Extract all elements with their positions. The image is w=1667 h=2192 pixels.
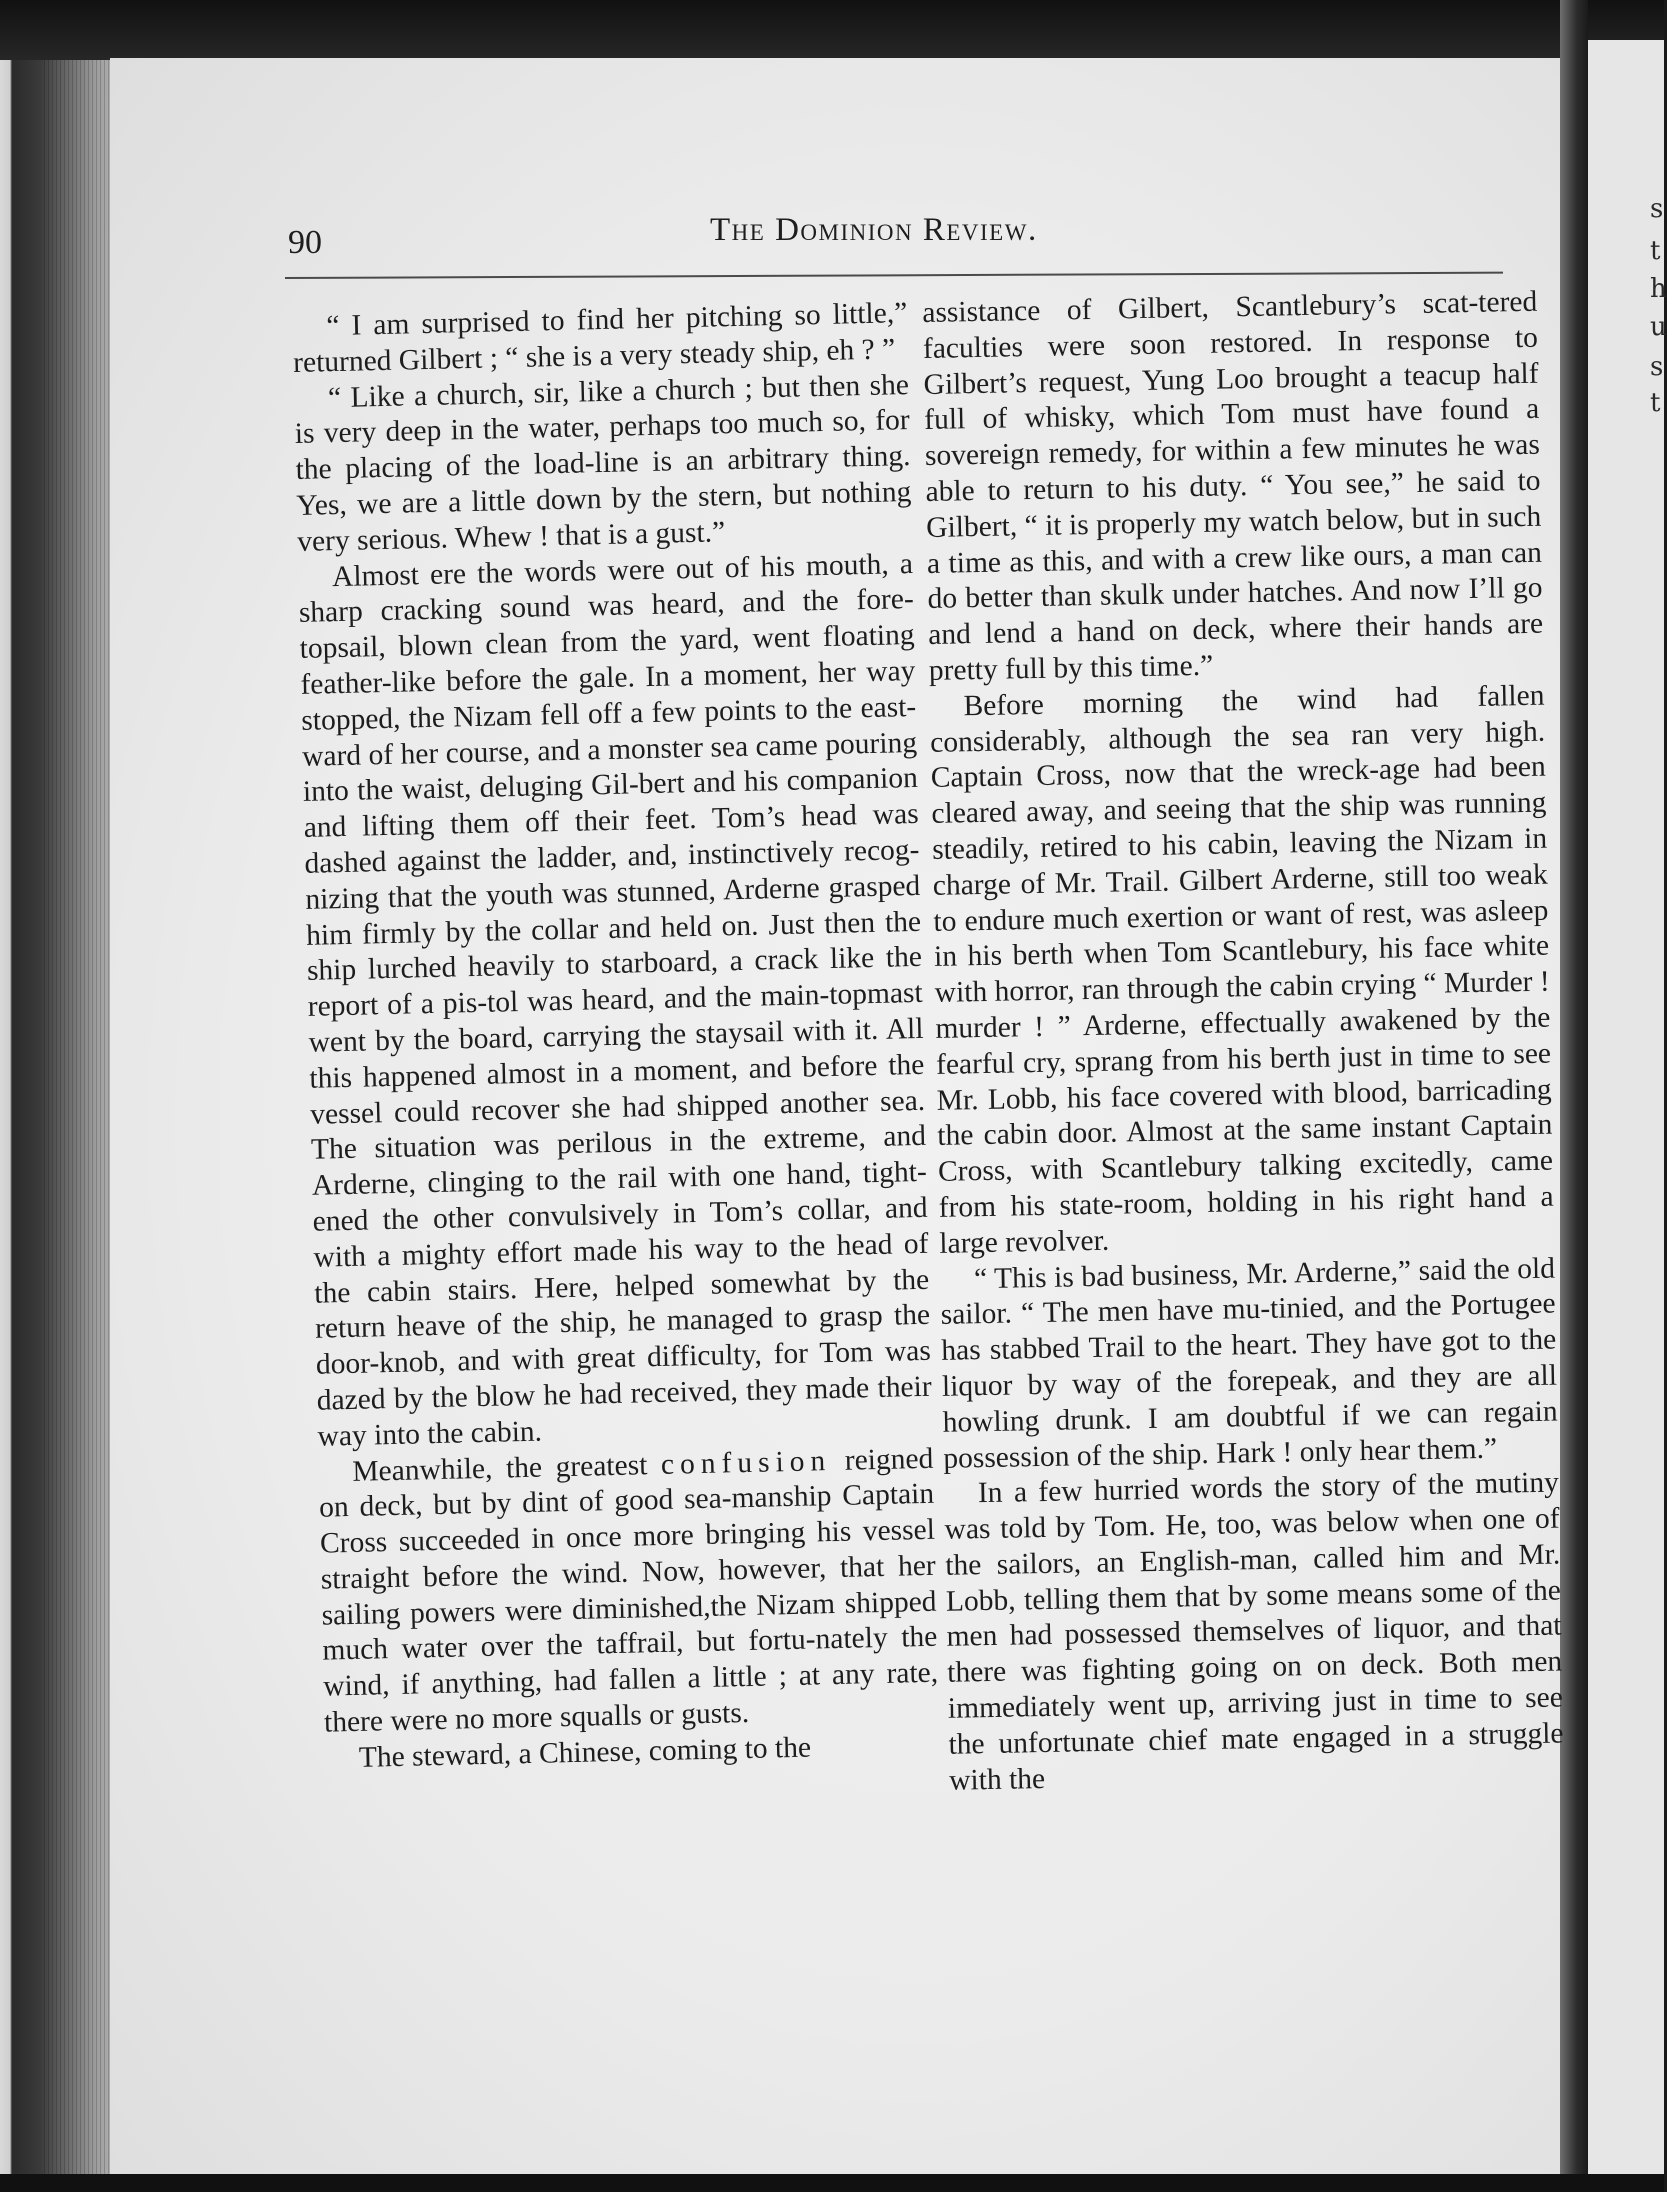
paragraph: Almost ere the words were out of his mouth, a sharp cracking sound was heard, and the fore-topsail, blown clean from the yard, went floating feather-like before the gale. In a moment, her way stopped, the Nizam fell off a few points to the east-ward of her course, and a monster sea came pouring into the waist, deluging Gil-bert and his companion and lifting them off their feet. Tom’s head was dashed against the ladder, and, instinctively recog-nizing that the youth was stunned, Arderne grasped him firmly by the collar and held on. Just then the ship lurched heavily to starboard, a crack like the report of a pis-tol was heard, and the main-topmast went by the board, carrying the staysail with it. All this happened almost in a moment, and before the vessel could recover she had shipped another sea. The situation was perilous in the extreme, and Arderne, clinging to the rail with one hand, tight-ened the other convulsively in Tom’s collar, and with a mighty effort made his way to the head of the cabin stairs. Here, helped somewhat by the return heave of the ship, he managed to grasp the door-knob, and with great difficulty, for Tom was dazed by the blow he had received, they made their way into the cabin. [298, 547, 932, 1453]
adjacent-page-letter: u [1650, 312, 1667, 342]
paragraph: “ Like a church, sir, like a church ; but then she is very deep in the water, perhaps too much so, for the placing of the load-line is an arbitrary thing. Yes, we are a little down by the stern, but nothing very serious. Whew ! that is a gust.” [294, 368, 912, 558]
text-column-right [922, 285, 1564, 1799]
paragraph: The steward, a Chinese, coming to the [358, 1731, 812, 1774]
paragraph: “ This is bad business, Mr. Arderne,” said the old sailor. “ The men have mu-tinied, and the Portugee has stabbed Trail to the heart. They have got to the liquor by way of the forepeak, and they are all howling drunk. I am doubtful if we can regain possession of the ship. Hark ! only hear them.” [940, 1252, 1558, 1475]
adjacent-page-letter: s [1650, 352, 1664, 382]
paragraph: In a few hurried words the story of the mutiny was told by Tom. He, too, was below when one of the sailors, an English-man, called him and Mr. Lobb, telling them that by some means some of the men had possessed themselves of liquor, and that there was fighting going on on deck. Both men immediately went up, arriving just in time to see the unfortunate chief mate engaged in a struggle with the [944, 1466, 1564, 1797]
letterspaced-word: confusion [660, 1444, 832, 1481]
page-number: 90 [288, 224, 322, 261]
paragraph-text: reigned on deck, but by dint of good sea-manship Captain Cross succeeded in once more bringing his vessel straight before the wind. Now, however, that her sailing powers were diminished,the Nizam shipped much water over the taffrail, but fortu-nately the wind, if anything, had fallen a little ; at any rate, there were no more squalls or gusts. [318, 1442, 939, 1739]
running-head-title: The Dominion Review. [710, 212, 1038, 248]
scan-bottom-border [0, 2174, 1664, 2192]
adjacent-page-letter: t [1650, 236, 1661, 266]
paragraph: “ I am surprised to find her pitching so little,” returned Gilbert ; “ she is a very steady ship, eh ? ” [292, 297, 908, 379]
text-column-left [292, 296, 940, 1777]
paragraph: Before morning the wind had fallen considerably, although the sea ran very high. Captain Cross, now that the wreck-age had been cleared away, and seeing that the ship was running steadily, retired to his cabin, leaving the Nizam in charge of Mr. Trail. Gilbert Arderne, still too weak to endure much exertion or want of rest, was asleep in his berth when Tom Scantlebury, his face white with horror, ran through the cabin crying “ Murder ! murder ! ” Arderne, effectually awakened by the fearful cry, sprang from his berth just in time to see Mr. Lobb, his face covered with blood, barricading the cabin door. Almost at the same instant Captain Cross, with Scantlebury talking excitedly, came from his state-room, holding in his right hand a large revolver. [929, 679, 1554, 1260]
adjacent-page-letter: t [1650, 388, 1661, 418]
page-stack-lines [44, 60, 114, 2190]
adjacent-page-letter: s [1650, 194, 1664, 224]
paragraph-text: Meanwhile, the greatest [352, 1448, 648, 1488]
adjacent-page-letter: h [1650, 274, 1667, 304]
book-gutter [1560, 0, 1588, 2192]
paragraph [318, 1441, 939, 1741]
paragraph: assistance of Gilbert, Scantlebury’s scat-tered faculties were soon restored. In response to Gilbert’s request, Yung Loo brought a teacup half full of whisky, which Tom must have found a sovereign remedy, for within a few minutes he was able to return to his duty. “ You see,” he said to Gilbert, “ it is properly my watch below, but in such a time as this, and with a crew like ours, a man can do better than skulk under hatches. And now I’ll go and lend a hand on deck, where their hands are pretty full by this time.” [922, 285, 1544, 687]
adjacent-page-edge [1588, 40, 1667, 2192]
